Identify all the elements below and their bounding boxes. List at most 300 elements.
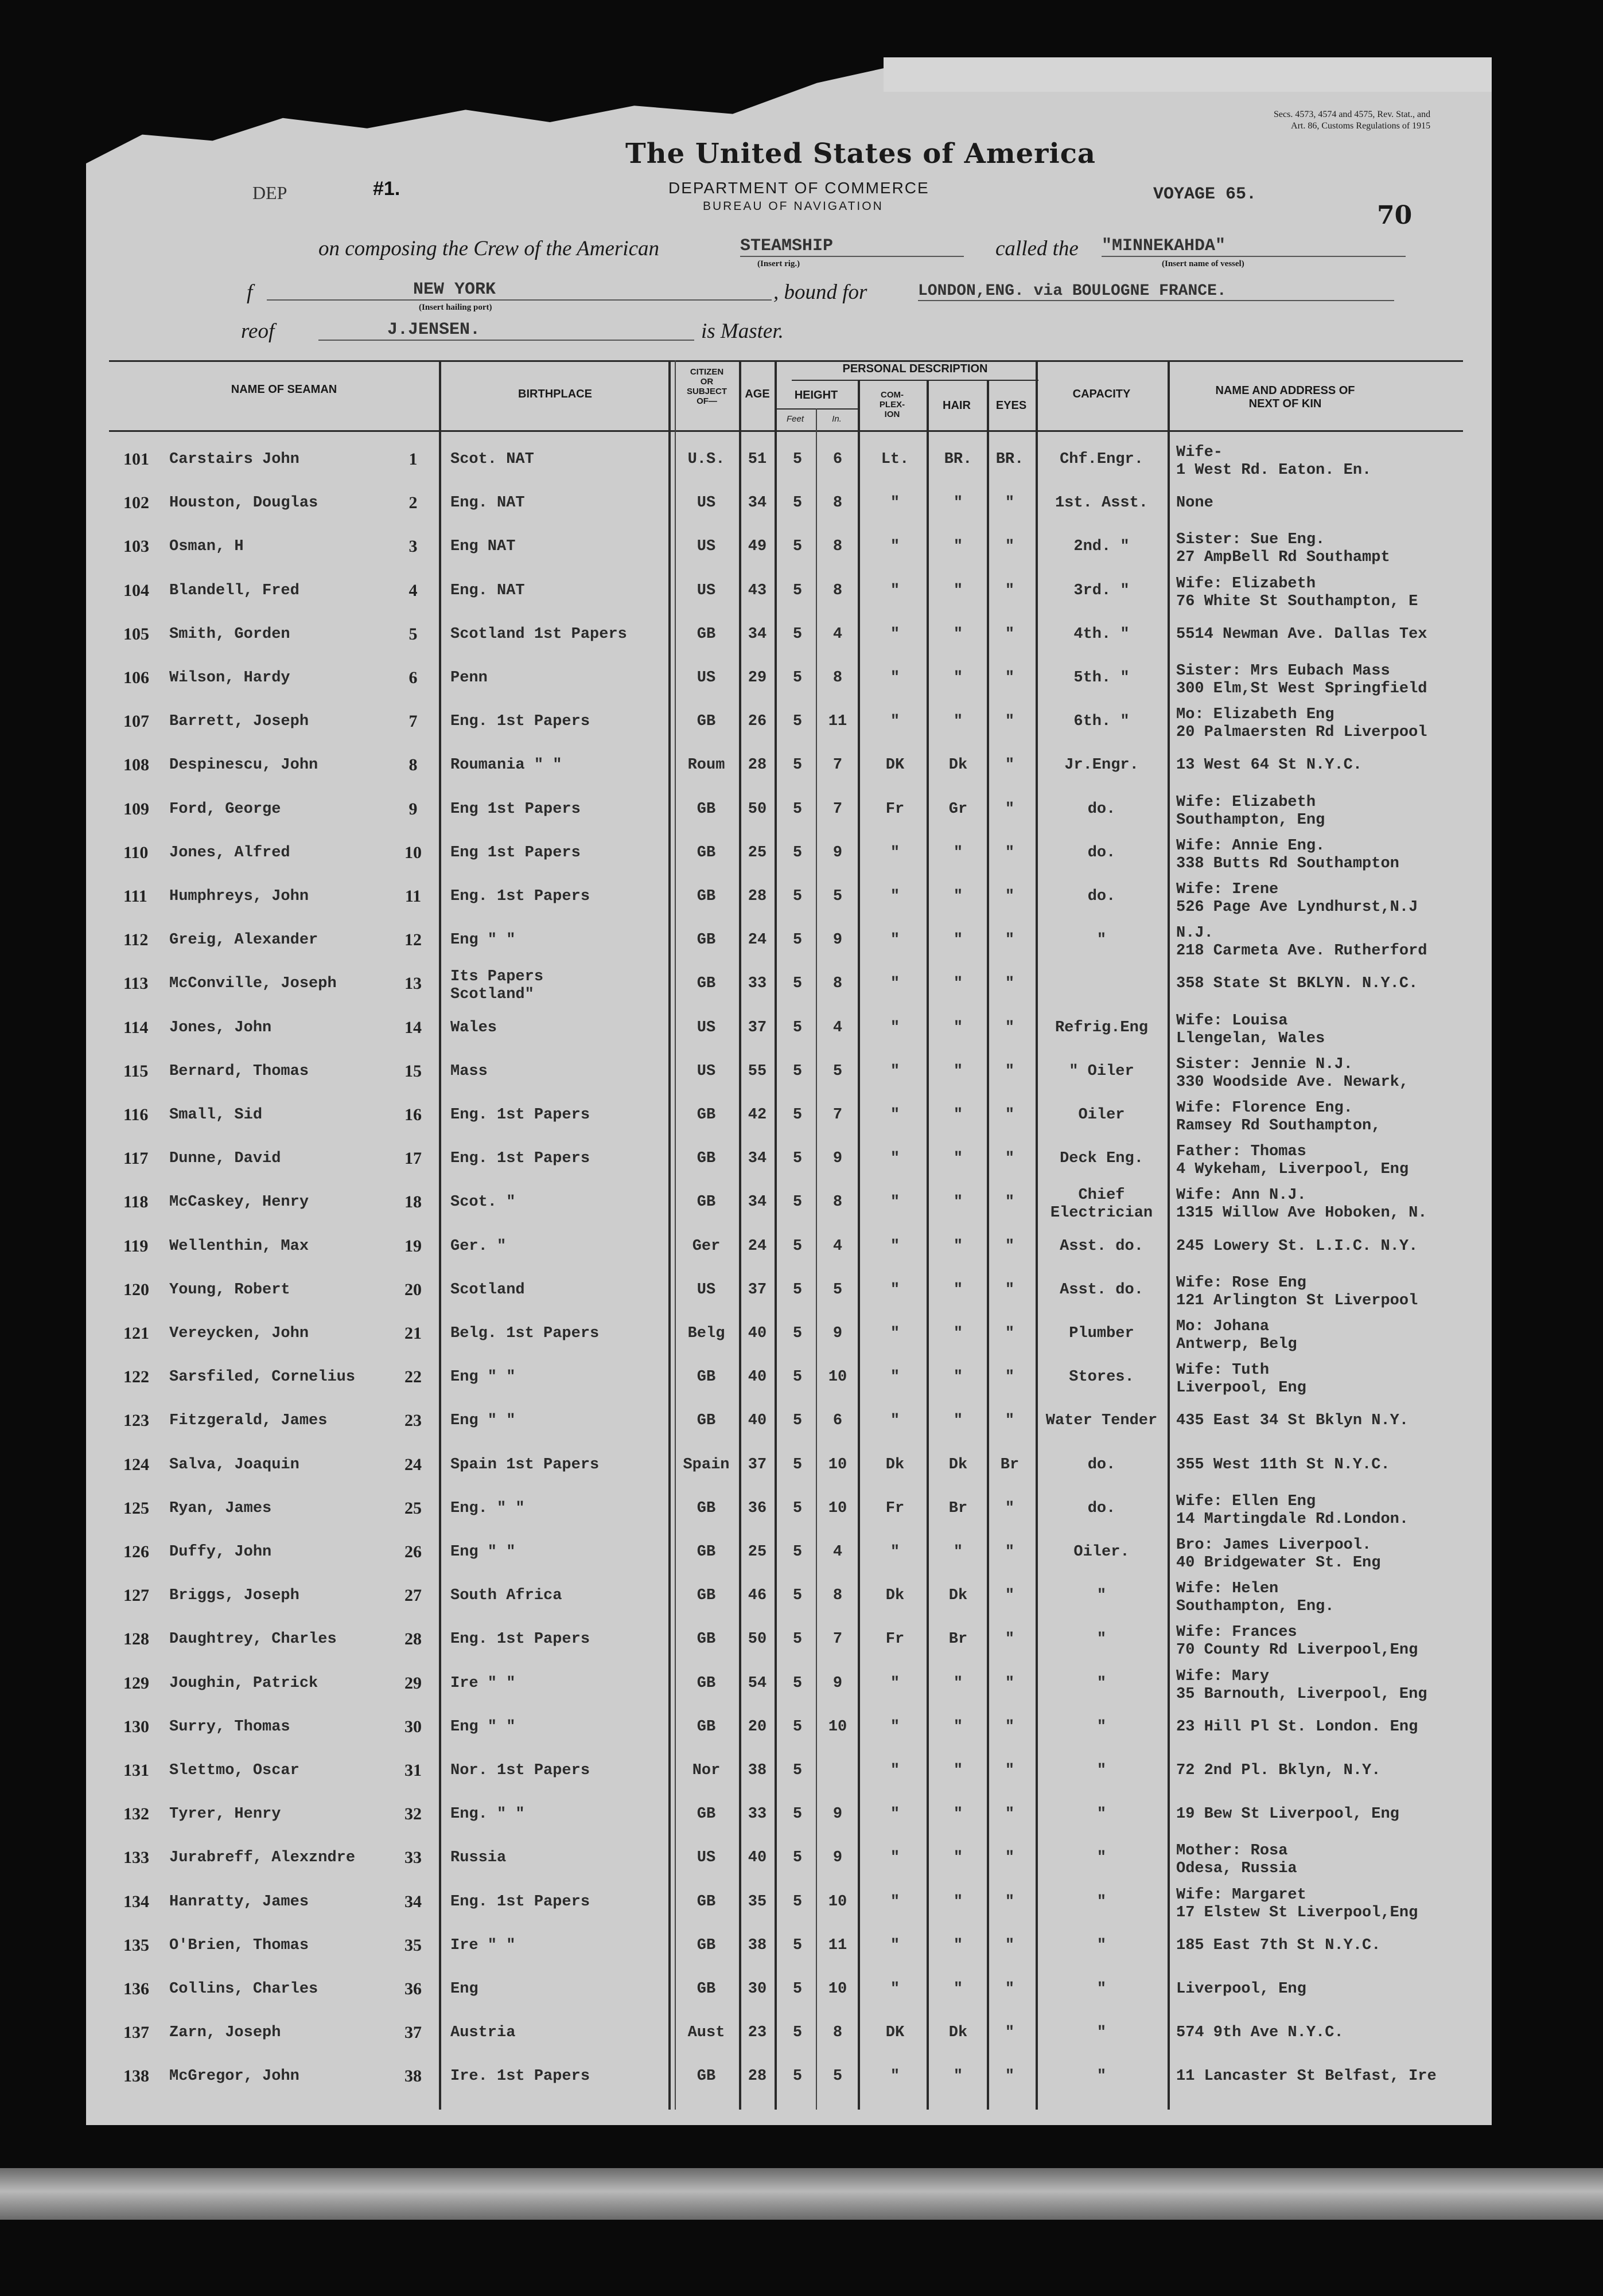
height-inches: 4 [832,625,843,643]
height-inches: 9 [832,1674,843,1692]
complexion: Dk [885,1456,905,1474]
height-feet: 5 [792,625,803,643]
height-feet: 5 [792,1499,803,1517]
col-header-capacity: CAPACITY [1072,388,1131,400]
statute-line: Art. 86, Customs Regulations of 1915 [1291,121,1431,131]
hair-color: Dk [948,1587,968,1605]
height-feet: 5 [792,844,803,862]
hair-color: " [953,1237,963,1255]
hair-color: " [953,582,963,599]
hair-color: " [953,713,963,731]
crew-row [0,1539,1603,1582]
complexion: " [890,1849,900,1867]
seaman-name: Wilson, Hardy [169,669,290,687]
crew-row [0,837,1603,883]
seaman-index: 23 [404,1411,422,1430]
next-of-kin-line: Mo: Johana [1176,1318,1270,1335]
height-feet: 5 [792,1150,803,1168]
page-number: 70 [1377,201,1413,230]
height-inches: 9 [832,1806,843,1823]
citizenship: Belg [687,1325,725,1342]
age: 34 [748,494,767,512]
age: 26 [748,713,767,731]
age: 35 [748,1893,767,1911]
citizenship: GB [697,713,716,731]
capacity: 2nd. " [1073,538,1130,556]
seaman-index: 20 [404,1280,422,1299]
age: 34 [748,1150,767,1168]
height-feet: 5 [792,713,803,731]
height-feet: 5 [792,669,803,687]
col-header-citizen-line: CITIZEN [690,367,724,377]
eye-color: " [1005,1412,1015,1430]
crew-row [0,927,1603,970]
age: 49 [748,538,767,556]
next-of-kin [1176,2068,1437,2085]
next-of-kin-line: 355 West 11th St N.Y.C. [1176,1456,1390,1474]
eye-color: " [1005,582,1015,599]
seaman-index: 10 [404,843,422,862]
next-of-kin-line: Wife: Rose Eng [1176,1274,1306,1292]
next-of-kin-line: Wife: Annie Eng. [1176,837,1325,855]
capacity: " [1096,2024,1107,2042]
capacity [1036,1187,1168,1222]
height-inches: 10 [828,1718,847,1736]
next-of-kin-line: Southampton, Eng [1176,811,1325,829]
next-of-kin [1176,1056,1409,1092]
height-feet: 5 [792,975,803,993]
seaman-name: Collins, Charles [169,1981,318,1998]
row-number: 111 [123,887,147,906]
row-number: 104 [123,580,149,600]
seaman-index: 2 [408,493,418,513]
seaman-name: Ford, George [169,800,281,818]
col-header-next-of-kin-line: NAME AND ADDRESS OF [1215,384,1355,397]
seaman-index: 36 [404,1979,422,1998]
next-of-kin-line: Wife: Louisa [1176,1012,1288,1030]
next-of-kin-line: 1 West Rd. Eaton. En. [1176,462,1372,479]
row-number: 123 [123,1411,149,1430]
height-feet: 5 [792,1674,803,1692]
age: 46 [748,1587,767,1605]
rig-hint: (Insert rig.) [757,259,800,268]
capacity: Plumber [1069,1325,1134,1342]
capacity: 1st. Asst. [1055,494,1149,512]
crew-row [0,1233,1603,1277]
height-inches: 9 [832,1325,843,1342]
capacity: do. [1087,844,1116,862]
eye-color: " [1005,1631,1015,1648]
row-number: 133 [123,1848,149,1868]
height-inches: 8 [832,2024,843,2042]
row-number: 131 [123,1761,149,1780]
next-of-kin-line: Wife: Elizabeth [1176,793,1316,811]
eye-color: BR. [995,451,1024,468]
birthplace: Eng. " " [450,1806,525,1823]
seaman-index: 5 [408,624,418,644]
eye-color: " [1005,888,1015,905]
height-inches: 10 [828,1456,847,1474]
col-header-complexion [858,390,927,419]
height-feet: 5 [792,1893,803,1911]
citizenship: GB [697,1499,716,1517]
crew-row [0,1667,1603,1714]
capacity: Deck Eng. [1060,1150,1143,1168]
hair-color: " [953,1194,963,1211]
age: 42 [748,1106,767,1124]
next-of-kin-line: N.J. [1176,925,1213,942]
hair-color: " [953,1281,963,1299]
citizenship: GB [697,1412,716,1430]
complexion: " [890,888,900,905]
paper-top-edge [884,57,1492,92]
eye-color: " [1005,1806,1015,1823]
capacity: Oiler [1078,1106,1125,1124]
eye-color: " [1005,757,1015,774]
personal-description-rule [792,380,1038,381]
birthplace: Scot. NAT [450,451,534,468]
crew-row [0,1452,1603,1495]
hair-color: Br [948,1499,968,1517]
next-of-kin [1176,1493,1409,1529]
complexion: " [890,1762,900,1779]
citizenship: GB [697,1893,716,1911]
seaman-index: 13 [404,974,422,993]
crew-row [0,2020,1603,2063]
citizenship: Roum [687,757,725,774]
crew-row [0,1714,1603,1757]
birthplace: Eng 1st Papers [450,800,581,818]
hair-color: " [953,931,963,949]
eye-color: " [1005,1194,1015,1211]
complexion: DK [885,2024,905,2042]
age: 33 [748,975,767,993]
seaman-index: 18 [404,1192,422,1212]
next-of-kin-line: Llengelan, Wales [1176,1030,1325,1047]
citizenship: Aust [687,2024,725,2042]
complexion: " [890,931,900,949]
birthplace: Eng. 1st Papers [450,1150,590,1168]
col-header-inches: In. [832,414,842,424]
height-inches: 11 [828,713,847,731]
capacity: " [1096,931,1107,949]
complexion: " [890,1194,900,1211]
birthplace-line: Scotland" [450,986,534,1004]
seaman-index: 15 [404,1061,422,1081]
citizenship: GB [697,1106,716,1124]
seaman-name: Osman, H [169,538,244,556]
hair-color: " [953,1106,963,1124]
hair-color: Br [948,1631,968,1648]
next-of-kin-line: Wife: Ellen Eng [1176,1492,1316,1510]
birthplace: Scot. " [450,1194,516,1211]
col-header-complexion-line: COM- [881,390,904,400]
eye-color: " [1005,1237,1015,1255]
birthplace: Nor. 1st Papers [450,1762,590,1779]
crew-row [0,793,1603,840]
eye-color: " [1005,1893,1015,1911]
next-of-kin [1176,1580,1334,1616]
next-of-kin [1176,1412,1409,1429]
next-of-kin-line: 358 State St BKLYN. N.Y.C. [1176,975,1418,993]
birthplace: Eng. 1st Papers [450,1893,590,1911]
seaman-name: Houston, Douglas [169,494,318,512]
citizenship: US [697,1281,716,1299]
seaman-name: Jones, John [169,1019,272,1036]
height-feet: 5 [792,2024,803,2042]
next-of-kin-line: Wife: Frances [1176,1624,1297,1642]
row-number: 121 [123,1324,149,1343]
master-caption-prefix: reof [241,319,275,343]
complexion: Fr [885,1631,905,1648]
seaman-name: Zarn, Joseph [169,2024,281,2042]
capacity: Refrig.Eng [1055,1019,1149,1036]
next-of-kin-line: 121 Arlington St Liverpool [1176,1292,1418,1309]
height-inches: 7 [832,1106,843,1124]
next-of-kin-line: Sister: Jennie N.J. [1176,1055,1353,1073]
birthplace: Ire. 1st Papers [450,2068,590,2085]
seaman-name: Barrett, Joseph [169,713,309,731]
height-inches: 5 [832,1281,843,1299]
complexion: " [890,1674,900,1692]
next-of-kin [1176,1456,1390,1474]
row-number: 126 [123,1542,149,1561]
vessel-name-value: "MINNEKAHDA" [1102,236,1406,257]
crew-row [0,446,1603,490]
row-number: 115 [123,1061,149,1081]
eye-color: " [1005,1587,1015,1605]
seaman-index: 7 [408,712,418,731]
birthplace: Wales [450,1019,497,1036]
seaman-name: Sarsfiled, Cornelius [169,1369,356,1386]
hair-color: " [953,625,963,643]
birthplace: Austria [450,2024,516,2042]
citizenship: GB [697,800,716,818]
capacity: Jr.Engr. [1064,757,1139,774]
hair-color: " [953,1412,963,1430]
next-of-kin [1176,1886,1418,1922]
hailing-port-value: NEW YORK [267,280,772,301]
next-of-kin-line: 338 Butts Rd Southampton [1176,855,1399,872]
next-of-kin-line: 72 2nd Pl. Bklyn, N.Y. [1176,1762,1381,1779]
birthplace: Eng " " [450,1718,516,1736]
seaman-name: Wellenthin, Max [169,1237,309,1255]
crew-row [0,490,1603,533]
birthplace: Mass [450,1062,488,1080]
citizenship: GB [697,888,716,905]
capacity: " [1096,1849,1107,1867]
next-of-kin-line: None [1176,494,1213,512]
eye-color: " [1005,1936,1015,1954]
age: 37 [748,1281,767,1299]
capacity: Water Tender [1045,1412,1158,1430]
crew-row [0,1976,1603,2020]
hair-color: " [953,1019,963,1036]
row-number: 114 [123,1018,149,1037]
complexion: " [890,1412,900,1430]
crew-row [0,1364,1603,1408]
complexion: " [890,538,900,556]
dept-number-handwritten: #1. [373,178,400,200]
crew-row [0,752,1603,796]
height-feet: 5 [792,1281,803,1299]
height-inches: 4 [832,1543,843,1561]
next-of-kin [1176,626,1427,643]
height-inches: 5 [832,1062,843,1080]
capacity: " [1096,1981,1107,1998]
row-number: 112 [123,930,149,950]
col-header-citizen-line: OF— [697,396,717,406]
complexion: Lt. [881,451,909,468]
capacity: do. [1087,800,1116,818]
seaman-name: Humphreys, John [169,888,309,905]
next-of-kin-line: Ramsey Rd Southampton, [1176,1117,1381,1135]
eye-color: " [1005,1762,1015,1779]
seaman-name: McGregor, John [169,2068,299,2085]
crew-row [0,883,1603,927]
seaman-name: Blandell, Fred [169,582,299,599]
seaman-index: 25 [404,1498,422,1518]
seaman-index: 1 [408,450,418,469]
height-inches: 8 [832,1194,843,1211]
height-inches: 7 [832,1631,843,1648]
hair-color: " [953,1893,963,1911]
birthplace: Eng. " " [450,1499,525,1517]
seaman-name: Ryan, James [169,1499,272,1517]
height-feet: 5 [792,757,803,774]
scanner-edge [0,2168,1603,2220]
next-of-kin [1176,1100,1380,1135]
complexion: " [890,1543,900,1561]
hair-color: Dk [948,1456,968,1474]
complexion: " [890,1369,900,1386]
seaman-index: 21 [404,1324,422,1343]
birthplace: Eng [450,1981,478,1998]
height-feet: 5 [792,1587,803,1605]
complexion: " [890,494,900,512]
citizenship: US [697,1019,716,1036]
height-feet: 5 [792,538,803,556]
next-of-kin-line: Sister: Mrs Eubach Mass [1176,662,1390,680]
age: 29 [748,669,767,687]
row-number: 128 [123,1630,149,1649]
seaman-name: Joughin, Patrick [169,1674,318,1692]
next-of-kin [1176,1012,1325,1048]
birthplace: Russia [450,1849,507,1867]
height-feet: 5 [792,1019,803,1036]
next-of-kin [1176,757,1362,774]
hair-color: " [953,1936,963,1954]
seaman-index: 34 [404,1892,422,1911]
crew-row [0,2063,1603,2107]
capacity: Chf.Engr. [1060,451,1143,468]
seaman-index: 37 [404,2023,422,2042]
citizenship: GB [697,1981,716,1998]
birthplace: Eng " " [450,1543,516,1561]
next-of-kin [1176,1318,1297,1354]
seaman-name: Dunne, David [169,1150,281,1168]
age: 36 [748,1499,767,1517]
citizenship: US [697,1062,716,1080]
crew-row [0,1189,1603,1233]
bound-for-caption: , bound for [773,280,867,304]
citizenship: GB [697,625,716,643]
birthplace: Ger. " [450,1237,507,1255]
complexion: " [890,844,900,862]
age: 24 [748,1237,767,1255]
complexion: Fr [885,1499,905,1517]
birthplace: Eng. NAT [450,494,525,512]
capacity: " [1096,2068,1107,2085]
col-header-feet: Feet [786,414,804,424]
citizenship: GB [697,1194,716,1211]
height-feet: 5 [792,1369,803,1386]
next-of-kin-line: Wife: Florence Eng. [1176,1100,1353,1117]
capacity: " Oiler [1069,1062,1134,1080]
height-feet: 5 [792,1936,803,1954]
crew-row [0,1145,1603,1189]
crew-row [0,1757,1603,1801]
seaman-name: Small, Sid [169,1106,263,1124]
eye-color: " [1005,1981,1015,1998]
height-inches: 4 [832,1237,843,1255]
hair-color: " [953,1369,963,1386]
citizenship: Nor [692,1762,721,1779]
height-feet: 5 [792,800,803,818]
complexion: " [890,975,900,993]
age: 33 [748,1806,767,1823]
next-of-kin-line: 218 Carmeta Ave. Rutherford [1176,942,1427,960]
next-of-kin-line: Sister: Sue Eng. [1176,531,1325,549]
next-of-kin-line: 23 Hill Pl St. London. Eng [1176,1718,1418,1736]
citizenship: US [697,582,716,599]
next-of-kin [1176,2024,1344,2041]
row-number: 102 [123,493,149,513]
height-feet: 5 [792,494,803,512]
citizenship: GB [697,1150,716,1168]
dept-number-fragment: DEP [252,182,287,203]
complexion: " [890,2068,900,2085]
citizenship: GB [697,1631,716,1648]
seaman-index: 33 [404,1848,422,1868]
row-number: 103 [123,537,149,556]
voyage-number: VOYAGE 65. [1153,185,1257,204]
citizenship: GB [697,975,716,993]
eye-color: " [1005,1106,1015,1124]
birthplace: Penn [450,669,488,687]
height-inches: 8 [832,494,843,512]
hair-color: " [953,1543,963,1561]
eye-color: " [1005,1150,1015,1168]
age: 24 [748,931,767,949]
crew-row [0,1012,1603,1058]
master-name-value: J.JENSEN. [318,320,694,341]
complexion: " [890,1936,900,1954]
eye-color: " [1005,844,1015,862]
complexion: " [890,582,900,599]
table-header-rule [109,430,1463,432]
seaman-index: 22 [404,1367,422,1387]
crew-row [0,533,1603,577]
eye-color: " [1005,625,1015,643]
seaman-name: Briggs, Joseph [169,1587,299,1605]
col-header-age: AGE [745,388,770,400]
capacity: Asst. do. [1060,1281,1143,1299]
height-inches: 9 [832,844,843,862]
age: 25 [748,1543,767,1561]
next-of-kin [1176,1806,1399,1823]
hair-color: Dk [948,2024,968,2042]
